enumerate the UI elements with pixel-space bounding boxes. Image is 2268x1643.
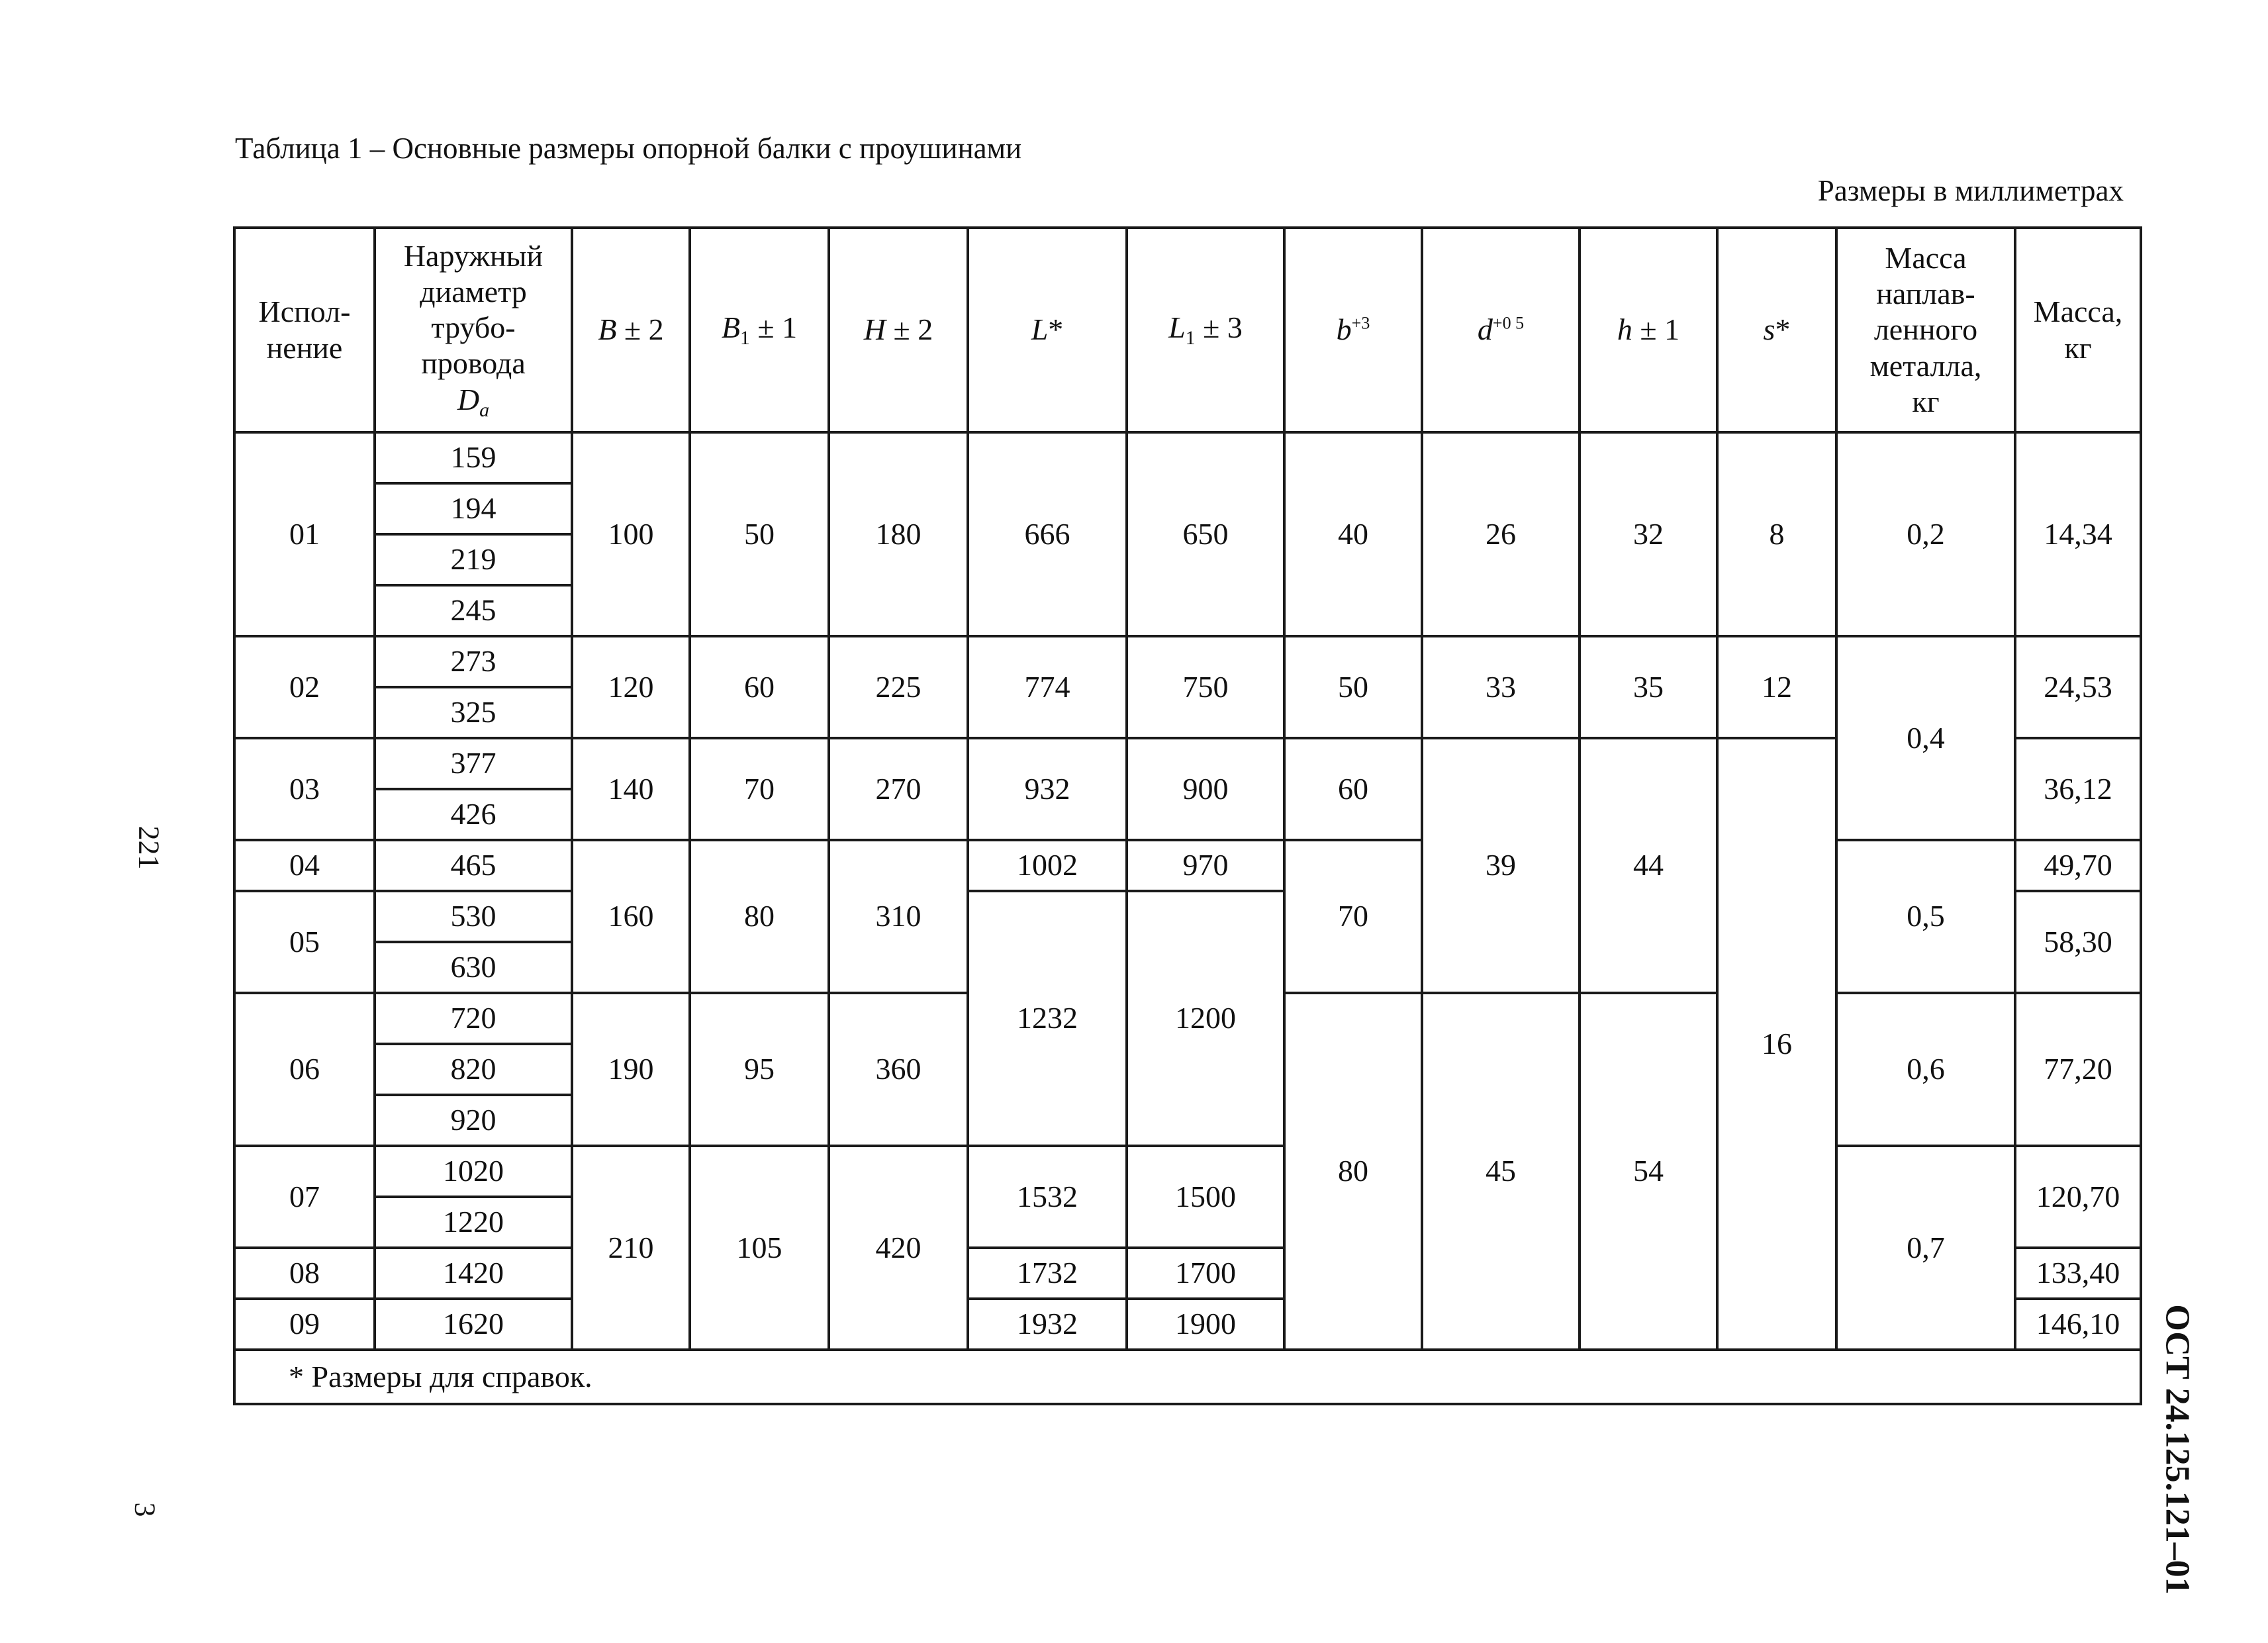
- cell-b: 60: [1284, 738, 1422, 840]
- cell-d: 39: [1422, 738, 1580, 993]
- header-H-symbol: H: [863, 312, 886, 347]
- cell-B1: 60: [690, 636, 829, 738]
- cell-L: 774: [968, 636, 1127, 738]
- cell-B: 120: [572, 636, 690, 738]
- cell-diameter: 630: [375, 942, 572, 993]
- header-s-tolerance: *: [1775, 312, 1791, 347]
- cell-execution: 01: [234, 432, 375, 636]
- cell-L: 666: [968, 432, 1127, 636]
- cell-B: 160: [572, 840, 690, 993]
- cell-diameter: 219: [375, 534, 572, 585]
- cell-b: 40: [1284, 432, 1422, 636]
- cell-B1: 50: [690, 432, 829, 636]
- cell-h: 35: [1580, 636, 1717, 738]
- cell-L: 1232: [968, 891, 1127, 1146]
- cell-B1: 95: [690, 993, 829, 1146]
- cell-diameter: 245: [375, 585, 572, 636]
- header-B1-subscript: 1: [739, 327, 750, 350]
- cell-B: 100: [572, 432, 690, 636]
- cell-diameter: 720: [375, 993, 572, 1044]
- footnote-row: [234, 1350, 2141, 1404]
- cell-B1: 70: [690, 738, 829, 840]
- cell-mass: 49,70: [2015, 840, 2141, 891]
- header-execution-text: Испол- нение: [258, 295, 351, 365]
- cell-execution: 02: [234, 636, 375, 738]
- page-number-left: 221: [132, 825, 165, 870]
- cell-execution: 09: [234, 1299, 375, 1350]
- header-mass: [2015, 228, 2141, 432]
- cell-L1: 900: [1127, 738, 1284, 840]
- cell-s: 12: [1717, 636, 1836, 738]
- cell-weld-mass: 0,2: [1836, 432, 2015, 636]
- cell-H: 270: [829, 738, 968, 840]
- cell-diameter: 159: [375, 432, 572, 483]
- cell-diameter: 530: [375, 891, 572, 942]
- header-d-superscript: +0 5: [1492, 314, 1525, 334]
- cell-diameter: 1220: [375, 1197, 572, 1248]
- diameter-subscript: a: [479, 399, 490, 421]
- header-d-symbol: d: [1477, 312, 1493, 347]
- cell-L: 1002: [968, 840, 1127, 891]
- footnote: * Размеры для справок.: [234, 1350, 2141, 1404]
- cell-diameter: 377: [375, 738, 572, 789]
- cell-execution: 05: [234, 891, 375, 993]
- header-L1-tolerance: ± 3: [1195, 310, 1243, 345]
- header-L-symbol: L: [1031, 312, 1049, 347]
- header-d: [1422, 228, 1580, 432]
- header-L1-subscript: 1: [1185, 327, 1196, 350]
- diameter-symbol: D: [457, 382, 480, 416]
- header-weld-mass: [1836, 228, 2015, 432]
- cell-B: 210: [572, 1146, 690, 1350]
- cell-L1: 970: [1127, 840, 1284, 891]
- cell-diameter: 325: [375, 687, 572, 738]
- header-L1-symbol: L: [1168, 310, 1186, 345]
- cell-d: 45: [1422, 993, 1580, 1350]
- cell-mass: 146,10: [2015, 1299, 2141, 1350]
- document-code: ОСТ 24.125.121–01: [2158, 1304, 2197, 1595]
- cell-mass: 14,34: [2015, 432, 2141, 636]
- header-L: [968, 228, 1127, 432]
- cell-H: 225: [829, 636, 968, 738]
- header-b: [1284, 228, 1422, 432]
- header-B1-tolerance: ± 1: [749, 310, 798, 345]
- cell-diameter: 820: [375, 1044, 572, 1095]
- cell-L1: 1200: [1127, 891, 1284, 1146]
- cell-execution: 08: [234, 1248, 375, 1299]
- header-H: [829, 228, 968, 432]
- header-B1: [690, 228, 829, 432]
- header-h-tolerance: ± 1: [1632, 312, 1680, 347]
- cell-diameter: 273: [375, 636, 572, 687]
- header-weld-mass-text: Масса наплав- ленного металла, кг: [1869, 240, 1982, 418]
- header-b-symbol: b: [1336, 312, 1352, 347]
- cell-h: 54: [1580, 993, 1717, 1350]
- header-b-superscript: +3: [1351, 314, 1370, 334]
- cell-L: 932: [968, 738, 1127, 840]
- cell-diameter: 1620: [375, 1299, 572, 1350]
- cell-h: 44: [1580, 738, 1717, 993]
- header-diameter-text: Наружный диаметр трубо- провода: [403, 238, 543, 381]
- cell-execution: 03: [234, 738, 375, 840]
- cell-diameter: 465: [375, 840, 572, 891]
- cell-diameter: 194: [375, 483, 572, 534]
- cell-L: 1732: [968, 1248, 1127, 1299]
- cell-H: 180: [829, 432, 968, 636]
- cell-execution: 04: [234, 840, 375, 891]
- cell-L1: 1700: [1127, 1248, 1284, 1299]
- cell-diameter: 1420: [375, 1248, 572, 1299]
- cell-d: 26: [1422, 432, 1580, 636]
- table-row: [234, 432, 2141, 483]
- header-B-tolerance: ± 2: [616, 312, 664, 347]
- cell-mass: 120,70: [2015, 1146, 2141, 1248]
- cell-s: 16: [1717, 738, 1836, 1350]
- header-mass-text: Масса, кг: [2033, 295, 2123, 365]
- dimensions-table: [233, 226, 2142, 1405]
- header-s-symbol: s: [1763, 312, 1775, 347]
- units-note: Размеры в миллиметрах: [1817, 174, 2124, 207]
- cell-h: 32: [1580, 432, 1717, 636]
- cell-diameter: 1020: [375, 1146, 572, 1197]
- cell-L: 1532: [968, 1146, 1127, 1248]
- cell-mass: 133,40: [2015, 1248, 2141, 1299]
- table-row: [234, 1146, 2141, 1197]
- cell-execution: 07: [234, 1146, 375, 1248]
- cell-L1: 1900: [1127, 1299, 1284, 1350]
- cell-L: 1932: [968, 1299, 1127, 1350]
- cell-L1: 650: [1127, 432, 1284, 636]
- cell-L1: 1500: [1127, 1146, 1284, 1248]
- header-h-symbol: h: [1617, 312, 1632, 347]
- cell-weld-mass: 0,6: [1836, 993, 2015, 1146]
- cell-L1: 750: [1127, 636, 1284, 738]
- cell-weld-mass: 0,4: [1836, 636, 2015, 840]
- cell-B: 140: [572, 738, 690, 840]
- cell-weld-mass: 0,5: [1836, 840, 2015, 993]
- header-h: [1580, 228, 1717, 432]
- cell-diameter: 920: [375, 1095, 572, 1146]
- cell-B1: 80: [690, 840, 829, 993]
- header-execution: [234, 228, 375, 432]
- cell-H: 420: [829, 1146, 968, 1350]
- cell-b: 50: [1284, 636, 1422, 738]
- cell-b: 80: [1284, 993, 1422, 1350]
- header-H-tolerance: ± 2: [885, 312, 933, 347]
- cell-mass: 24,53: [2015, 636, 2141, 738]
- header-s: [1717, 228, 1836, 432]
- cell-B1: 105: [690, 1146, 829, 1350]
- header-B1-symbol: B: [721, 310, 740, 345]
- cell-B: 190: [572, 993, 690, 1146]
- cell-d: 33: [1422, 636, 1580, 738]
- header-B: [572, 228, 690, 432]
- cell-diameter: 426: [375, 789, 572, 840]
- cell-weld-mass: 0,7: [1836, 1146, 2015, 1350]
- cell-H: 310: [829, 840, 968, 993]
- table-caption: Таблица 1 – Основные размеры опорной балки с проушинами: [235, 132, 1022, 165]
- table-row: [234, 840, 2141, 891]
- table-row: [234, 636, 2141, 687]
- header-L1: [1127, 228, 1284, 432]
- cell-mass: 77,20: [2015, 993, 2141, 1146]
- cell-H: 360: [829, 993, 968, 1146]
- header-L-tolerance: *: [1048, 312, 1064, 347]
- header-B-symbol: B: [598, 312, 617, 347]
- header-diameter: [375, 228, 572, 432]
- header-row: [234, 228, 2141, 432]
- cell-execution: 06: [234, 993, 375, 1146]
- cell-mass: 36,12: [2015, 738, 2141, 840]
- cell-b: 70: [1284, 840, 1422, 993]
- page-number-bottom: 3: [128, 1502, 162, 1517]
- cell-mass: 58,30: [2015, 891, 2141, 993]
- cell-s: 8: [1717, 432, 1836, 636]
